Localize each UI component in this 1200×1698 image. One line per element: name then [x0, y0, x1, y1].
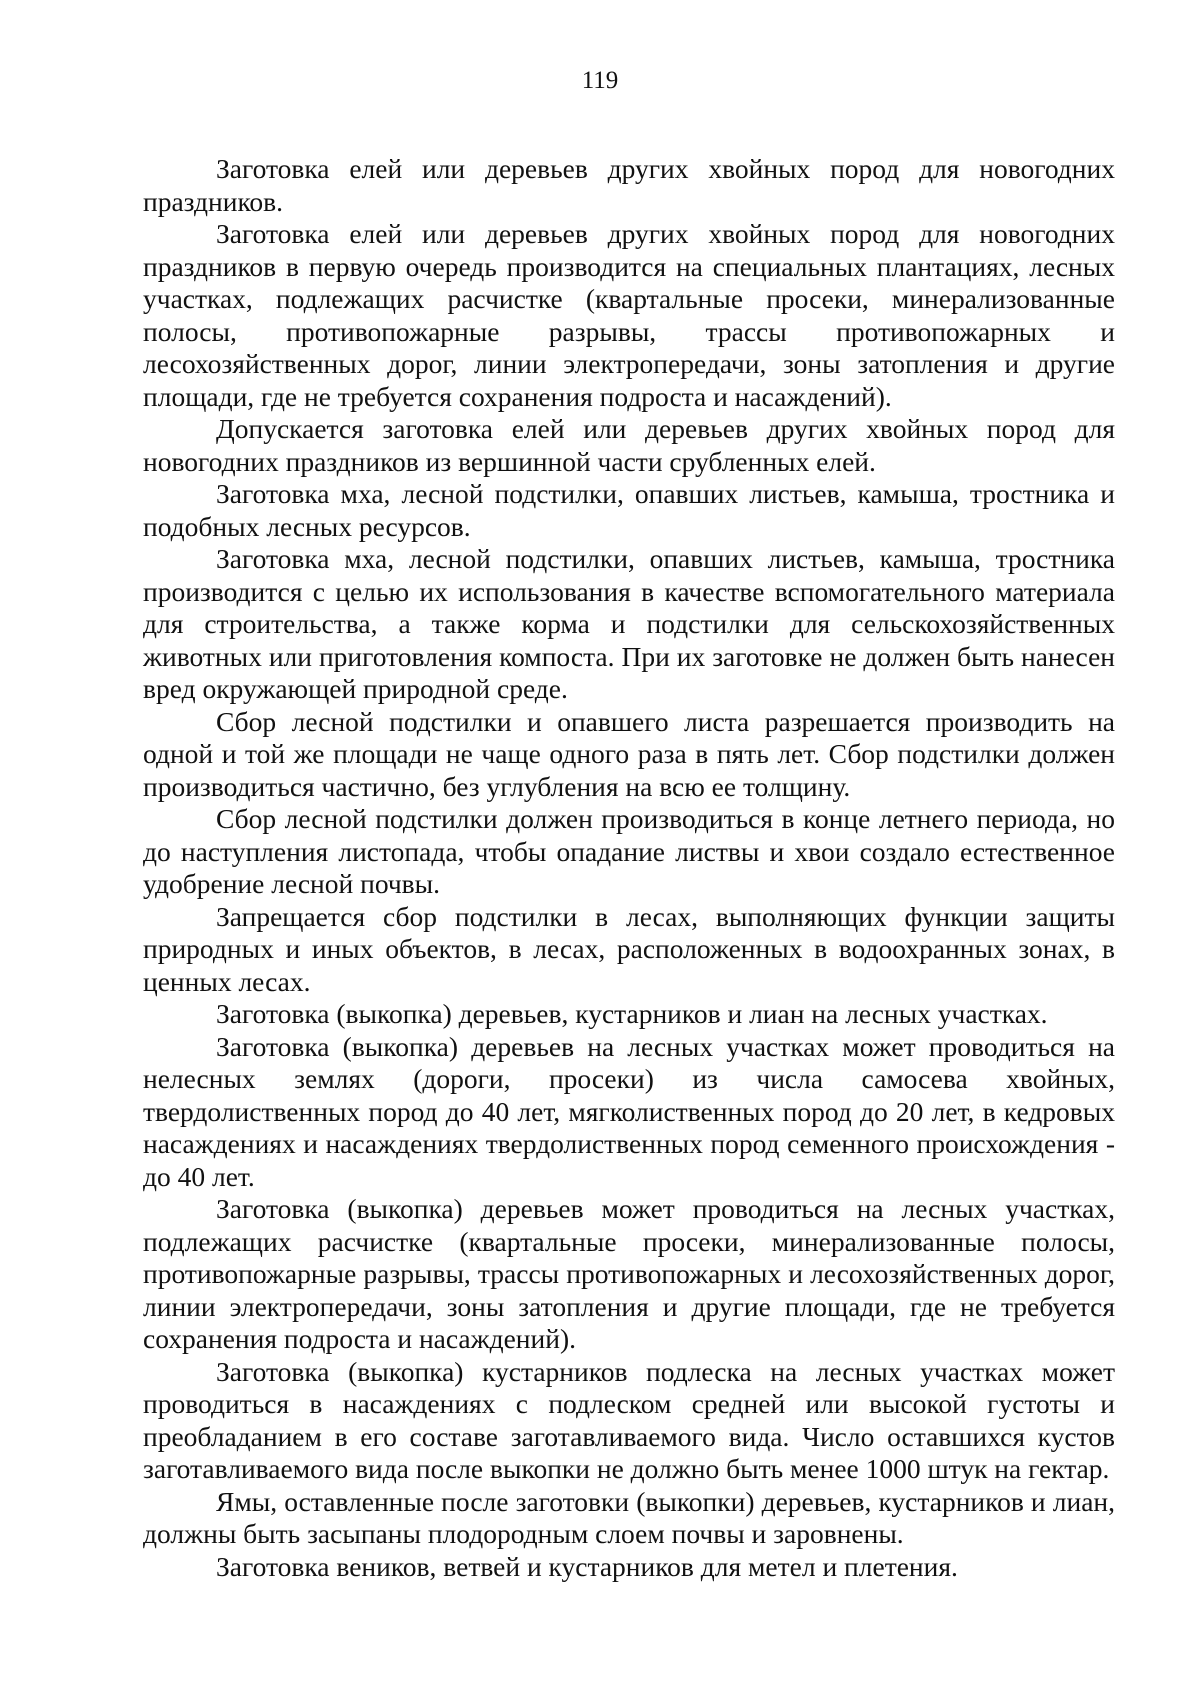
paragraph: Заготовка елей или деревьев других хвойных пород для новогодних праздников в первую очередь производится на специальных плантациях, лесных участках, подлежащих расчистке (квартальные просеки, минерализованные полосы, противопожарные разрывы, трассы противопожарных и лесохозяйственных дорог, линии электропередачи, зоны затопления и другие площади, где не требуется сохранения подроста и насаждений). [143, 218, 1115, 412]
paragraph-heading-digging-trees: Заготовка (выкопка) деревьев, кустарников и лиан на лесных участках. [216, 998, 1048, 1029]
paragraph-heading-brooms-branches: Заготовка веников, ветвей и кустарников для метел и плетения. [216, 1550, 958, 1582]
paragraph: Запрещается сбор подстилки в лесах, выполняющих функции защиты природных и иных объектов, в лесах, расположенных в водоохранных зонах, в ценных лесах. [143, 900, 1115, 997]
page-number: 119 [581, 67, 619, 94]
paragraph: Заготовка (выкопка) деревьев на лесных участках может проводиться на нелесных землях (дороги, просеки) из числа самосева хвойных, твердолиственных пород до 40 лет, мягколиственных пород до 20 лет, в кедровых насаждениях и насаждениях твердолиственных пород семенного происхождения - до 40 лет. [143, 1030, 1115, 1192]
paragraph: Сбор лесной подстилки должен производиться в конце летнего периода, но до наступления листопада, чтобы опадание листвы и хвои создало естественное удобрение лесной почвы. [143, 803, 1115, 899]
paragraph: Заготовка (выкопка) деревьев может проводиться на лесных участках, подлежащих расчистке (квартальные просеки, минерализованные полосы, противопожарные разрывы, трассы противопожарных и лесохозяйственных дорог, линии электропередачи, зоны затопления и другие площади, где не требуется сохранения подроста и насаждений). [143, 1193, 1115, 1354]
paragraph: Заготовка мха, лесной подстилки, опавших листьев, камыша, тростника производится с целью их использования в качестве вспомогательного материала для строительства, а также корма и подстилки для сельскохозяйственных животных или приготовления компоста. При их заготовке не должен быть нанесен вред окружающей природной среде. [143, 543, 1115, 704]
paragraph: Заготовка (выкопка) кустарников подлеска на лесных участках может проводиться в насаждениях с подлеском средней или высокой густоты и преобладанием в его составе заготавливаемого вида. Число оставшихся кустов заготавливаемого вида после выкопки не должно быть менее 1000 штук на гектар. [143, 1355, 1115, 1484]
document-body [143, 153, 1115, 1583]
paragraph-heading-moss-litter: Заготовка мха, лесной подстилки, опавших листьев, камыша, тростника и подобных лесных ресурсов. [143, 478, 1115, 542]
paragraph-heading-christmas-trees: Заготовка елей или деревьев других хвойных пород для новогодних праздников. [143, 153, 1115, 217]
paragraph: Ямы, оставленные после заготовки (выкопки) деревьев, кустарников и лиан, должны быть засыпаны плодородным слоем почвы и заровнены. [143, 1485, 1115, 1549]
paragraph: Сбор лесной подстилки и опавшего листа разрешается производить на одной и той же площади не чаще одного раза в пять лет. Сбор подстилки должен производиться частично, без углубления на всю ее толщину. [143, 705, 1115, 802]
paragraph: Допускается заготовка елей или деревьев других хвойных пород для новогодних праздников из вершинной части срубленных елей. [143, 413, 1115, 477]
